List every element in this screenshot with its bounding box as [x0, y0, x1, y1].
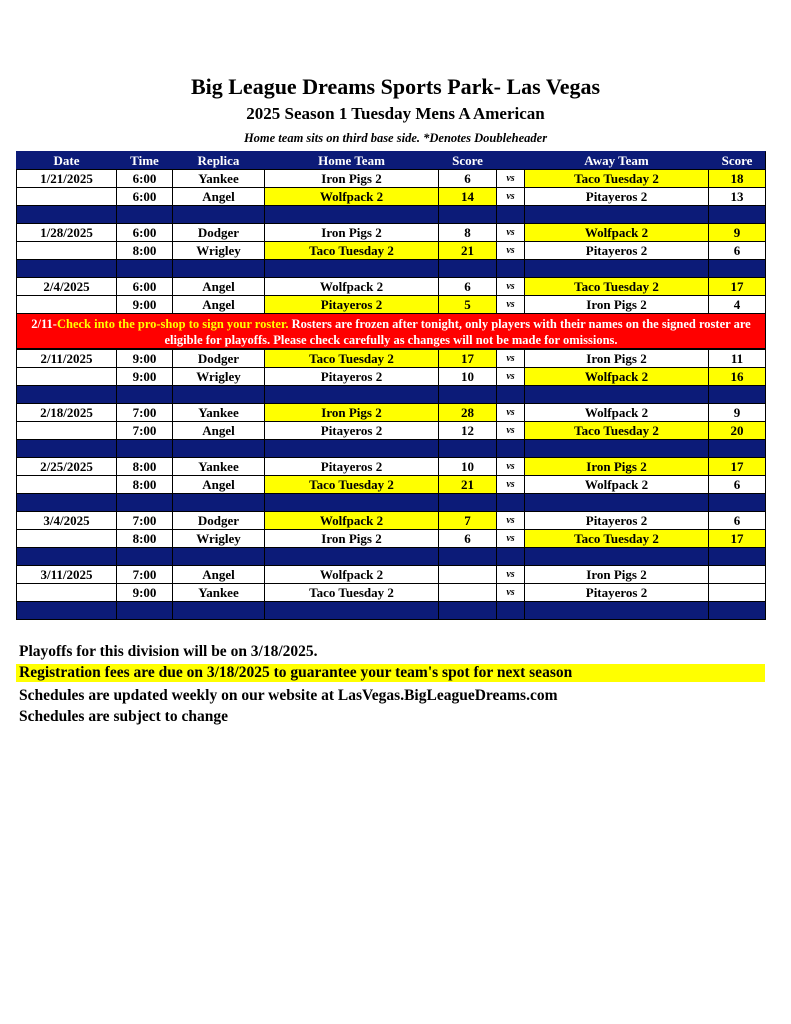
- home-team-cell: Taco Tuesday 2: [264, 349, 438, 367]
- separator-cell: [16, 547, 116, 565]
- home-team-cell: Taco Tuesday 2: [264, 475, 438, 493]
- game-row: [16, 511, 766, 529]
- away-team-cell: Iron Pigs 2: [524, 349, 708, 367]
- game-row: [16, 223, 766, 241]
- separator-cell: [172, 385, 264, 403]
- separator-cell: [496, 385, 524, 403]
- separator-cell: [438, 259, 496, 277]
- replica-cell: Dodger: [172, 223, 264, 241]
- home-team-cell: Wolfpack 2: [264, 277, 438, 295]
- replica-cell: Angel: [172, 565, 264, 583]
- vs-label: vs: [496, 403, 524, 421]
- vs-label: vs: [496, 367, 524, 385]
- time-cell: 6:00: [116, 277, 172, 295]
- schedule-change-note: Schedules are subject to change: [19, 708, 228, 725]
- separator-cell: [16, 259, 116, 277]
- separator-cell: [524, 385, 708, 403]
- replica-cell: Wrigley: [172, 367, 264, 385]
- separator-cell: [524, 547, 708, 565]
- separator-cell: [496, 547, 524, 565]
- time-cell: 7:00: [116, 421, 172, 439]
- vs-label: vs: [496, 187, 524, 205]
- time-cell: 8:00: [116, 529, 172, 547]
- week-separator: [16, 493, 766, 511]
- home-score-cell: 21: [438, 241, 496, 259]
- separator-cell: [438, 493, 496, 511]
- replica-cell: Dodger: [172, 511, 264, 529]
- time-cell: 6:00: [116, 187, 172, 205]
- vs-label: vs: [496, 241, 524, 259]
- separator-cell: [264, 439, 438, 457]
- separator-cell: [524, 493, 708, 511]
- game-row: [16, 583, 766, 601]
- separator-cell: [264, 385, 438, 403]
- away-team-cell: Wolfpack 2: [524, 367, 708, 385]
- date-cell: 3/11/2025: [16, 565, 116, 583]
- separator-cell: [708, 547, 766, 565]
- column-header-away-score: Score: [708, 151, 766, 169]
- away-score-cell: 17: [708, 457, 766, 475]
- date-cell: [16, 475, 116, 493]
- away-score-cell: 17: [708, 277, 766, 295]
- separator-cell: [16, 601, 116, 619]
- home-team-cell: Iron Pigs 2: [264, 169, 438, 187]
- column-header-vs: [496, 151, 524, 169]
- date-cell: 1/21/2025: [16, 169, 116, 187]
- away-score-cell: 16: [708, 367, 766, 385]
- home-score-cell: 17: [438, 349, 496, 367]
- time-cell: 8:00: [116, 241, 172, 259]
- game-row: [16, 403, 766, 421]
- date-cell: 2/4/2025: [16, 277, 116, 295]
- date-cell: 3/4/2025: [16, 511, 116, 529]
- separator-cell: [524, 205, 708, 223]
- time-cell: 9:00: [116, 367, 172, 385]
- separator-cell: [708, 385, 766, 403]
- home-score-cell: 6: [438, 169, 496, 187]
- vs-label: vs: [496, 529, 524, 547]
- replica-cell: Angel: [172, 277, 264, 295]
- home-score-cell: 10: [438, 367, 496, 385]
- home-score-cell: 6: [438, 529, 496, 547]
- home-team-cell: Iron Pigs 2: [264, 529, 438, 547]
- away-score-cell: [708, 583, 766, 601]
- separator-cell: [264, 547, 438, 565]
- replica-cell: Yankee: [172, 169, 264, 187]
- home-team-note: Home team sits on third base side. *Denotes Doubleheader: [243, 131, 548, 145]
- home-score-cell: 21: [438, 475, 496, 493]
- separator-cell: [16, 493, 116, 511]
- replica-cell: Wrigley: [172, 241, 264, 259]
- away-team-cell: Pitayeros 2: [524, 241, 708, 259]
- separator-cell: [524, 259, 708, 277]
- time-cell: 7:00: [116, 511, 172, 529]
- away-score-cell: 9: [708, 403, 766, 421]
- separator-cell: [116, 547, 172, 565]
- separator-cell: [708, 259, 766, 277]
- date-cell: [16, 295, 116, 313]
- vs-label: vs: [496, 223, 524, 241]
- home-team-cell: Wolfpack 2: [264, 565, 438, 583]
- away-score-cell: 4: [708, 295, 766, 313]
- separator-cell: [116, 205, 172, 223]
- home-team-cell: Iron Pigs 2: [264, 223, 438, 241]
- roster-deadline-banner: [16, 313, 766, 349]
- home-team-cell: Pitayeros 2: [264, 295, 438, 313]
- game-row: [16, 169, 766, 187]
- separator-cell: [116, 493, 172, 511]
- separator-cell: [496, 439, 524, 457]
- away-team-cell: Wolfpack 2: [524, 403, 708, 421]
- separator-cell: [524, 601, 708, 619]
- separator-cell: [172, 439, 264, 457]
- banner-highlight-text: Check into the pro-shop to sign your roster.: [56, 317, 289, 331]
- vs-label: vs: [496, 565, 524, 583]
- away-team-cell: Pitayeros 2: [524, 511, 708, 529]
- separator-cell: [16, 439, 116, 457]
- column-header-away-team: Away Team: [524, 151, 708, 169]
- away-team-cell: Iron Pigs 2: [524, 295, 708, 313]
- game-row: [16, 529, 766, 547]
- game-row: [16, 565, 766, 583]
- playoffs-note: Playoffs for this division will be on 3/18/2025.: [19, 643, 318, 660]
- away-team-cell: Pitayeros 2: [524, 187, 708, 205]
- date-cell: [16, 421, 116, 439]
- game-row: [16, 349, 766, 367]
- separator-cell: [708, 205, 766, 223]
- separator-cell: [264, 601, 438, 619]
- time-cell: 6:00: [116, 223, 172, 241]
- column-header-date: Date: [16, 151, 116, 169]
- time-cell: 8:00: [116, 457, 172, 475]
- date-cell: [16, 367, 116, 385]
- week-separator: [16, 439, 766, 457]
- vs-label: vs: [496, 169, 524, 187]
- separator-cell: [16, 385, 116, 403]
- separator-cell: [116, 439, 172, 457]
- registration-fees-note: Registration fees are due on 3/18/2025 to guarantee your team's spot for next season: [16, 664, 765, 682]
- replica-cell: Yankee: [172, 583, 264, 601]
- away-score-cell: 6: [708, 511, 766, 529]
- replica-cell: Yankee: [172, 457, 264, 475]
- date-cell: [16, 187, 116, 205]
- time-cell: 6:00: [116, 169, 172, 187]
- separator-cell: [496, 259, 524, 277]
- separator-cell: [116, 259, 172, 277]
- away-team-cell: Pitayeros 2: [524, 583, 708, 601]
- game-row: [16, 457, 766, 475]
- home-score-cell: [438, 565, 496, 583]
- week-separator: [16, 601, 766, 620]
- separator-cell: [708, 601, 766, 619]
- date-cell: 2/25/2025: [16, 457, 116, 475]
- separator-cell: [438, 205, 496, 223]
- home-team-cell: Iron Pigs 2: [264, 403, 438, 421]
- replica-cell: Angel: [172, 187, 264, 205]
- replica-cell: Dodger: [172, 349, 264, 367]
- away-team-cell: Wolfpack 2: [524, 475, 708, 493]
- home-score-cell: [438, 583, 496, 601]
- separator-cell: [172, 601, 264, 619]
- vs-label: vs: [496, 511, 524, 529]
- banner-body-text: Rosters are frozen after tonight, only players with their names on the signed roster are eligible for playoffs. Please check carefully as changes will not be made for omissions.: [164, 317, 751, 347]
- separator-cell: [438, 385, 496, 403]
- date-cell: 2/11/2025: [16, 349, 116, 367]
- separator-cell: [496, 601, 524, 619]
- home-score-cell: 28: [438, 403, 496, 421]
- time-cell: 9:00: [116, 295, 172, 313]
- time-cell: 9:00: [116, 583, 172, 601]
- game-row: [16, 475, 766, 493]
- home-team-cell: Taco Tuesday 2: [264, 583, 438, 601]
- separator-cell: [264, 205, 438, 223]
- banner-date-prefix: 2/11-: [31, 317, 57, 331]
- home-score-cell: 14: [438, 187, 496, 205]
- separator-cell: [524, 439, 708, 457]
- separator-cell: [264, 493, 438, 511]
- replica-cell: Yankee: [172, 403, 264, 421]
- vs-label: vs: [496, 475, 524, 493]
- separator-cell: [172, 493, 264, 511]
- vs-label: vs: [496, 583, 524, 601]
- column-header-replica: Replica: [172, 151, 264, 169]
- away-team-cell: Taco Tuesday 2: [524, 421, 708, 439]
- separator-cell: [172, 205, 264, 223]
- separator-cell: [438, 547, 496, 565]
- home-team-cell: Pitayeros 2: [264, 367, 438, 385]
- time-cell: 8:00: [116, 475, 172, 493]
- page-subtitle: 2025 Season 1 Tuesday Mens A American: [246, 104, 545, 123]
- column-header-home-score: Score: [438, 151, 496, 169]
- game-row: [16, 277, 766, 295]
- game-row: [16, 241, 766, 259]
- vs-label: vs: [496, 349, 524, 367]
- date-cell: [16, 529, 116, 547]
- vs-label: vs: [496, 295, 524, 313]
- away-score-cell: 13: [708, 187, 766, 205]
- vs-label: vs: [496, 277, 524, 295]
- date-cell: 2/18/2025: [16, 403, 116, 421]
- separator-cell: [438, 601, 496, 619]
- separator-cell: [438, 439, 496, 457]
- home-score-cell: 5: [438, 295, 496, 313]
- column-header-home-team: Home Team: [264, 151, 438, 169]
- home-team-cell: Pitayeros 2: [264, 421, 438, 439]
- away-team-cell: Taco Tuesday 2: [524, 277, 708, 295]
- time-cell: 9:00: [116, 349, 172, 367]
- separator-cell: [496, 205, 524, 223]
- away-score-cell: 6: [708, 241, 766, 259]
- table-header-row: [16, 151, 766, 169]
- game-row: [16, 367, 766, 385]
- home-team-cell: Taco Tuesday 2: [264, 241, 438, 259]
- home-score-cell: 6: [438, 277, 496, 295]
- separator-cell: [496, 493, 524, 511]
- separator-cell: [708, 493, 766, 511]
- separator-cell: [172, 547, 264, 565]
- column-header-time: Time: [116, 151, 172, 169]
- away-team-cell: Taco Tuesday 2: [524, 529, 708, 547]
- away-score-cell: 6: [708, 475, 766, 493]
- game-row: [16, 187, 766, 205]
- separator-cell: [116, 385, 172, 403]
- away-score-cell: 9: [708, 223, 766, 241]
- away-team-cell: Wolfpack 2: [524, 223, 708, 241]
- week-separator: [16, 205, 766, 223]
- separator-cell: [172, 259, 264, 277]
- website-note: Schedules are updated weekly on our website at LasVegas.BigLeagueDreams.com: [19, 687, 558, 704]
- replica-cell: Wrigley: [172, 529, 264, 547]
- away-team-cell: Iron Pigs 2: [524, 457, 708, 475]
- away-team-cell: Taco Tuesday 2: [524, 169, 708, 187]
- date-cell: [16, 241, 116, 259]
- replica-cell: Angel: [172, 295, 264, 313]
- home-team-cell: Pitayeros 2: [264, 457, 438, 475]
- time-cell: 7:00: [116, 565, 172, 583]
- away-score-cell: 18: [708, 169, 766, 187]
- home-score-cell: 7: [438, 511, 496, 529]
- page-title: Big League Dreams Sports Park- Las Vegas: [190, 74, 601, 99]
- away-score-cell: [708, 565, 766, 583]
- vs-label: vs: [496, 457, 524, 475]
- game-row: [16, 421, 766, 439]
- date-cell: 1/28/2025: [16, 223, 116, 241]
- week-separator: [16, 547, 766, 565]
- away-team-cell: Iron Pigs 2: [524, 565, 708, 583]
- game-row: [16, 295, 766, 313]
- week-separator: [16, 385, 766, 403]
- home-score-cell: 10: [438, 457, 496, 475]
- week-separator: [16, 259, 766, 277]
- replica-cell: Angel: [172, 421, 264, 439]
- home-team-cell: Wolfpack 2: [264, 187, 438, 205]
- time-cell: 7:00: [116, 403, 172, 421]
- away-score-cell: 11: [708, 349, 766, 367]
- separator-cell: [708, 439, 766, 457]
- date-cell: [16, 583, 116, 601]
- separator-cell: [16, 205, 116, 223]
- home-score-cell: 8: [438, 223, 496, 241]
- home-score-cell: 12: [438, 421, 496, 439]
- replica-cell: Angel: [172, 475, 264, 493]
- away-score-cell: 20: [708, 421, 766, 439]
- separator-cell: [116, 601, 172, 619]
- away-score-cell: 17: [708, 529, 766, 547]
- separator-cell: [264, 259, 438, 277]
- schedule-body: [16, 169, 766, 620]
- vs-label: vs: [496, 421, 524, 439]
- schedule-table: [16, 151, 766, 620]
- home-team-cell: Wolfpack 2: [264, 511, 438, 529]
